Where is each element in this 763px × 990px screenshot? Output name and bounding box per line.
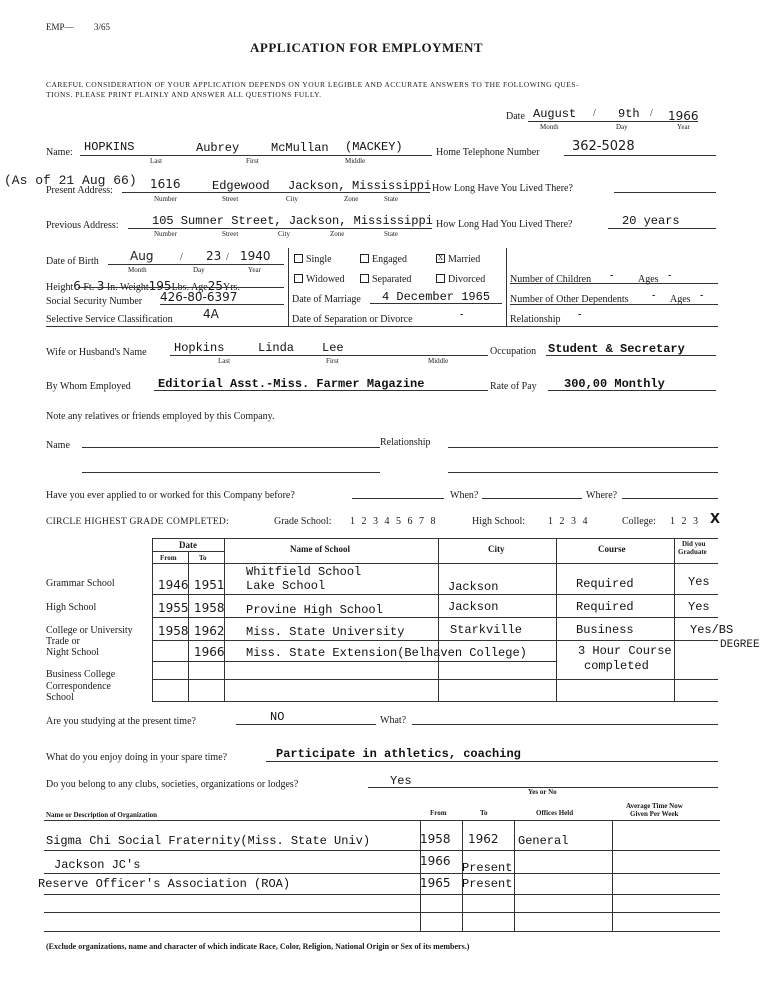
where-label: Where?	[586, 490, 618, 501]
edu-row-school-2: Lake School	[246, 579, 326, 593]
name-first-sublabel: First	[246, 157, 259, 165]
spouse-first-sublabel: First	[326, 357, 339, 365]
org-row-to: 1962	[468, 832, 499, 846]
present-address-number: 1616	[150, 177, 181, 191]
married-label: Married	[448, 254, 481, 265]
name-last: HOPKINS	[84, 140, 135, 154]
marriage-date-value: 4 December 1965	[382, 290, 491, 304]
height-label: Height	[46, 282, 74, 293]
edu-row-label-2: Night School	[46, 647, 100, 658]
instructions-line-2: TIONS. PLEASE PRINT PLAINLY AND ANSWER ALL QUESTIONS FULLY.	[46, 90, 322, 99]
height-in-label: In.	[106, 282, 118, 293]
org-header-offices: Offices Held	[536, 809, 574, 817]
dob-year-sublabel: Year	[248, 266, 261, 274]
dob-day: 23	[206, 249, 222, 263]
edu-row-course: 3 Hour Course	[578, 644, 672, 658]
highest-grade-label: CIRCLE HIGHEST GRADE COMPLETED:	[46, 517, 230, 527]
occupation-value: Student & Secretary	[548, 342, 685, 356]
status-single[interactable]	[294, 254, 332, 265]
status-engaged[interactable]	[360, 254, 407, 265]
date-year: 1966	[668, 109, 699, 123]
status-widowed[interactable]	[294, 274, 344, 285]
status-separated[interactable]	[360, 274, 411, 285]
employer-value: Editorial Asst.-Miss. Farmer Magazine	[158, 377, 425, 391]
name-label: Name:	[46, 147, 73, 158]
org-row-from: 1966	[420, 854, 451, 868]
occupation-label: Occupation	[490, 346, 537, 357]
edu-row-label-2: School	[46, 692, 74, 703]
present-zone-sublabel: Zone	[344, 195, 359, 203]
pay-label: Rate of Pay	[490, 381, 537, 392]
org-row-to: Present	[462, 877, 513, 891]
present-address-street: Edgewood	[212, 179, 270, 193]
relationship-label: Relationship	[510, 314, 561, 325]
edu-row-label: Correspondence	[46, 681, 111, 692]
divorced-label: Divorced	[448, 274, 486, 285]
date-day: 9th	[618, 107, 640, 121]
edu-row-course-2: completed	[584, 659, 649, 673]
single-label: Single	[306, 254, 332, 265]
spouse-last: Hopkins	[174, 341, 225, 355]
spare-time-label: What do you enjoy doing in your spare time?	[46, 752, 228, 763]
height-ft: 6	[73, 279, 81, 293]
dob-year: 1940	[240, 249, 271, 263]
pay-value: 300,00 Monthly	[564, 377, 665, 391]
edu-row-to: 1958	[194, 601, 225, 615]
college-mark: X	[710, 512, 721, 527]
employer-label: By Whom Employed	[46, 381, 131, 392]
edu-row-from: 1955	[158, 601, 189, 615]
relatives-note: Note any relatives or friends employed by this Company.	[46, 411, 275, 422]
college-options[interactable]: 1 2 3	[670, 516, 700, 527]
footer-note: (Exclude organizations, name and character of which indicate Race, Color, Religion, National Origin or Sex of its members.)	[46, 942, 470, 951]
children-ages-value: -	[668, 270, 672, 281]
dependents-label: Number of Other Dependents	[510, 294, 629, 305]
edu-header-graduate-2: Graduate	[678, 548, 707, 556]
org-header-name: Name or Description of Organization	[46, 811, 158, 819]
clubs-value: Yes	[390, 774, 412, 788]
height-in: 3	[96, 279, 105, 293]
org-row-from: 1965	[420, 876, 451, 890]
widowed-label: Widowed	[306, 274, 345, 285]
edu-row-to: 1966	[194, 645, 225, 659]
how-long-present-label: How Long Have You Lived There?	[432, 183, 573, 194]
height-ft-label: Ft.	[83, 282, 95, 293]
edu-row-course: Required	[576, 577, 634, 591]
org-row-name: Sigma Chi Social Fraternity(Miss. State Univ)	[46, 834, 371, 848]
ssn-label: Social Security Number	[46, 296, 143, 307]
edu-row-school: Whitfield School	[246, 565, 362, 579]
edu-row-from: 1946	[158, 578, 189, 592]
previous-address-label: Previous Address:	[46, 220, 119, 231]
date-year-sublabel: Year	[677, 123, 690, 131]
edu-row-city: Starkville	[450, 623, 523, 637]
separation-label: Date of Separation or Divorce	[292, 314, 413, 325]
edu-row-label: Business College	[46, 669, 116, 680]
edu-header-school: Name of School	[290, 544, 350, 554]
present-state-sublabel: State	[384, 195, 398, 203]
weight-unit: Lbs.	[171, 282, 190, 293]
age-unit: Yrs.	[222, 282, 240, 293]
previous-state-sublabel: State	[384, 230, 398, 238]
high-school-label: High School:	[472, 516, 526, 527]
org-row-office: General	[518, 834, 569, 848]
engaged-label: Engaged	[372, 254, 407, 265]
status-married[interactable]	[436, 254, 480, 265]
present-address-annotation: (As of 21 Aug 66)	[4, 173, 137, 188]
previous-street-sublabel: Street	[222, 230, 239, 238]
married-checkbox[interactable]: X	[437, 254, 444, 263]
clubs-yes-no-note: Yes or No	[528, 788, 557, 796]
when-label: When?	[450, 490, 479, 501]
spouse-middle: Lee	[322, 341, 344, 355]
edu-row-graduate: Yes	[688, 600, 710, 614]
edu-row-school: Miss. State University	[246, 625, 405, 639]
edu-header-graduate-1: Did you	[682, 540, 706, 548]
spouse-last-sublabel: Last	[218, 357, 231, 365]
edu-header-from: From	[160, 554, 177, 562]
date-month: August	[533, 107, 577, 121]
name-middle: McMullan	[271, 141, 329, 155]
spouse-middle-sublabel: Middle	[428, 357, 449, 365]
name-middle-sublabel: Middle	[345, 157, 366, 165]
clubs-label: Do you belong to any clubs, societies, organizations or lodges?	[46, 779, 299, 790]
form-code: EMP—	[46, 22, 74, 32]
date-day-sublabel: Day	[616, 123, 628, 131]
spouse-first: Linda	[258, 341, 295, 355]
widowed-checkbox[interactable]	[294, 274, 303, 283]
children-label: Number of Children	[510, 274, 592, 285]
separation-value: -	[460, 309, 464, 320]
grade-school-options[interactable]: 1 2 3 4 5 6 7 8	[350, 516, 438, 527]
org-header-avg-1: Average Time Now	[626, 802, 683, 810]
edu-header-city: City	[488, 544, 505, 554]
dependents-ages-value: -	[700, 290, 704, 301]
status-divorced[interactable]	[436, 274, 485, 285]
dob-month-sublabel: Month	[128, 266, 147, 274]
marriage-date-label: Date of Marriage	[292, 294, 361, 305]
edu-row-city: Jackson	[448, 600, 499, 614]
weight-label: Weight	[120, 282, 149, 293]
studying-what-label: What?	[380, 715, 407, 726]
how-long-previous-label: How Long Had You Lived There?	[436, 219, 573, 230]
edu-header-date: Date	[179, 540, 197, 550]
date-label: Date	[506, 111, 525, 122]
applied-before-label: Have you ever applied to or worked for this Company before?	[46, 490, 295, 501]
dependents-value: -	[652, 290, 656, 301]
selective-service-value: 4A	[203, 307, 219, 321]
phone-label: Home Telephone Number	[436, 147, 540, 158]
single-checkbox[interactable]	[294, 254, 303, 263]
age-value: 25	[207, 279, 223, 293]
how-long-previous-value: 20 years	[622, 214, 680, 228]
edu-row-course: Business	[576, 623, 634, 637]
org-row-from: 1958	[420, 832, 451, 846]
grade-school-label: Grade School:	[274, 516, 332, 527]
divorced-checkbox[interactable]	[436, 274, 445, 283]
present-number-sublabel: Number	[154, 195, 177, 203]
children-ages-label: Ages	[638, 274, 659, 285]
edu-row-degree-note: DEGREE	[720, 639, 760, 651]
spare-time-value: Participate in athletics, coaching	[276, 747, 521, 761]
high-school-options[interactable]: 1 2 3 4	[548, 516, 590, 527]
edu-row-label: Trade or	[46, 636, 80, 647]
edu-header-course: Course	[598, 544, 626, 554]
form-title: APPLICATION FOR EMPLOYMENT	[250, 40, 484, 55]
edu-row-label: Grammar School	[46, 578, 115, 589]
name-nickname: (MACKEY)	[345, 140, 403, 154]
children-value: -	[610, 270, 614, 281]
dob-day-sublabel: Day	[193, 266, 205, 274]
age-label: Age	[191, 282, 208, 293]
dependents-ages-label: Ages	[670, 294, 691, 305]
edu-row-label: College or University	[46, 625, 133, 636]
studying-value: NO	[270, 710, 285, 724]
dob-month: Aug	[130, 249, 154, 263]
edu-header-to: To	[199, 554, 207, 562]
name-first: Aubrey	[196, 141, 240, 155]
edu-row-label: High School	[46, 602, 97, 613]
relatives-relationship-label: Relationship	[380, 437, 431, 448]
org-row-name: Jackson JC's	[54, 858, 141, 872]
org-header-avg-2: Given Per Week	[630, 810, 679, 818]
phone-value: 362-5028	[572, 139, 635, 154]
engaged-checkbox[interactable]	[360, 254, 369, 263]
previous-city-sublabel: City	[278, 230, 291, 238]
org-header-to: To	[480, 809, 488, 817]
name-last-sublabel: Last	[150, 157, 163, 165]
present-city-sublabel: City	[286, 195, 299, 203]
college-label: College:	[622, 516, 656, 527]
present-street-sublabel: Street	[222, 195, 239, 203]
date-month-sublabel: Month	[540, 123, 559, 131]
separated-label: Separated	[372, 274, 412, 285]
present-address-city: Jackson,	[288, 179, 346, 193]
edu-row-graduate: Yes	[688, 575, 710, 589]
org-row-name: Reserve Officer's Association (ROA)	[38, 877, 291, 891]
dob-label: Date of Birth	[46, 256, 99, 267]
edu-row-school: Provine High School	[246, 603, 383, 617]
previous-zone-sublabel: Zone	[330, 230, 345, 238]
studying-label: Are you studying at the present time?	[46, 716, 196, 727]
spouse-label: Wife or Husband's Name	[46, 347, 147, 358]
instructions-line-1: CAREFUL CONSIDERATION OF YOUR APPLICATION DEPENDS ON YOUR LEGIBLE AND ACCURATE ANSWERS TO THE FOLLOWING QUES-	[46, 80, 580, 89]
edu-row-city: Jackson	[448, 580, 499, 594]
edu-row-school: Miss. State Extension(Belhaven College)	[246, 646, 527, 660]
ssn-value: 426-80-6397	[160, 290, 238, 304]
edu-row-course: Required	[576, 600, 634, 614]
form-revision: 3/65	[94, 22, 111, 32]
weight-value: 195	[148, 279, 172, 293]
edu-row-from: 1958	[158, 624, 189, 638]
previous-address-value: 105 Sumner Street, Jackson, Mississippi	[152, 214, 433, 228]
edu-row-graduate: Yes/BS	[690, 623, 734, 637]
previous-number-sublabel: Number	[154, 230, 177, 238]
separated-checkbox[interactable]	[360, 274, 369, 283]
edu-row-to: 1962	[194, 624, 225, 638]
present-address-state: Mississippi	[352, 179, 432, 193]
relatives-name-label: Name	[46, 440, 70, 451]
org-row-to: Present	[462, 861, 513, 875]
relationship-value: -	[578, 309, 582, 320]
present-address-label: Present Address:	[46, 185, 113, 196]
selective-service-label: Selective Service Classification	[46, 314, 173, 325]
org-header-from: From	[430, 809, 447, 817]
edu-row-to: 1951	[194, 578, 225, 592]
